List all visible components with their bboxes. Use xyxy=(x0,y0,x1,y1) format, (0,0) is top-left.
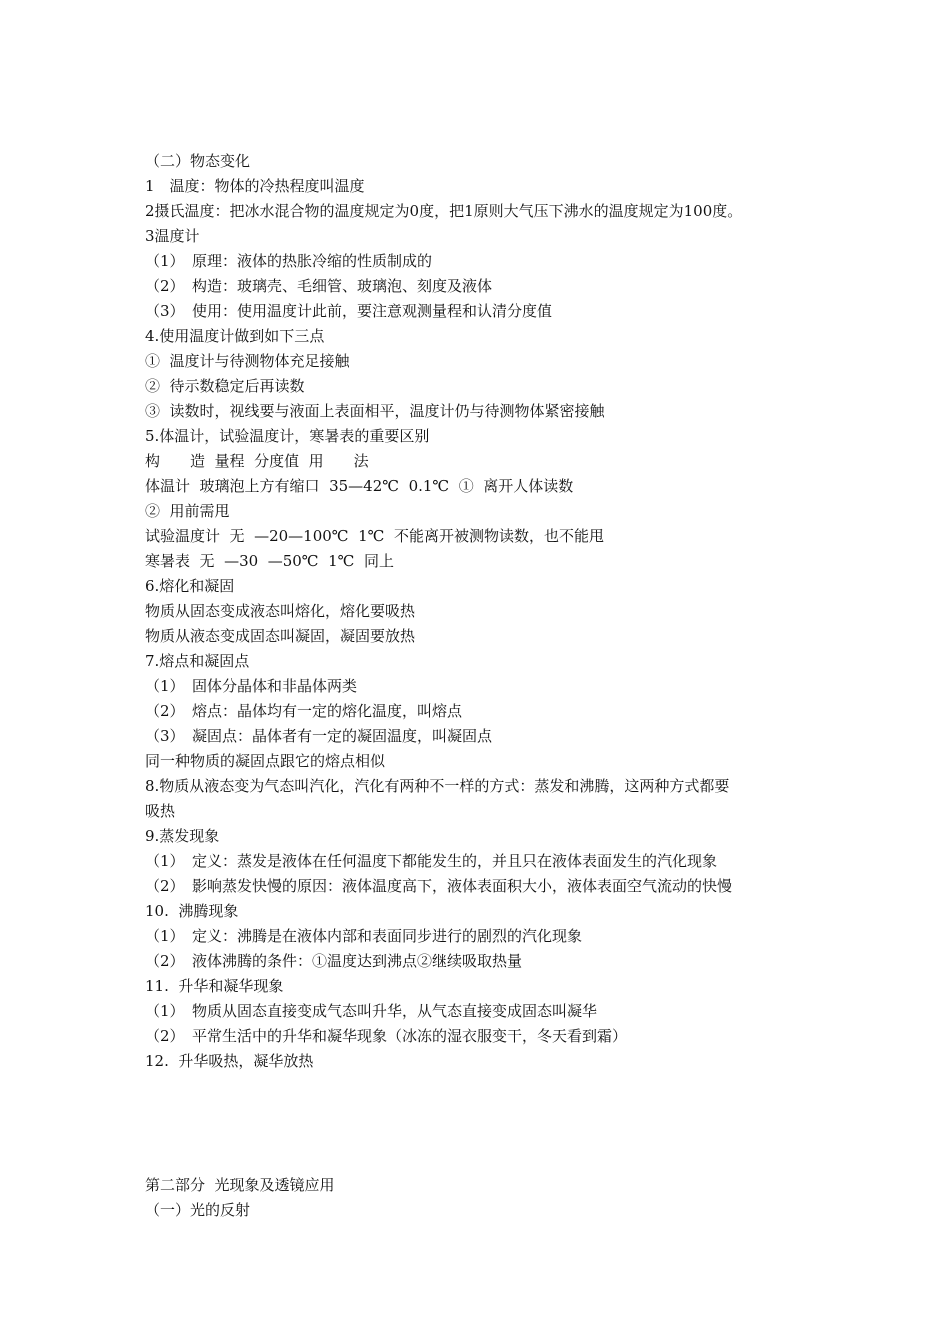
section-heading: （二）物态变化 xyxy=(145,152,251,170)
text-line: 11. 升华和凝华现象 xyxy=(145,977,284,995)
text-line: ② 待示数稳定后再读数 xyxy=(145,377,305,395)
text-line: 物质从固态变成液态叫熔化，熔化要吸热 xyxy=(145,602,416,620)
table-row-line: 寒暑表 无 —30 —50℃ 1℃ 同上 xyxy=(145,552,394,570)
text-line: （2） 熔点：晶体均有一定的熔化温度，叫熔点 xyxy=(145,702,463,720)
text-line: 2摄氏温度：把冰水混合物的温度规定为0度，把1原则大气压下沸水的温度规定为100度。 xyxy=(145,202,743,220)
text-line: （1） 物质从固态直接变成气态叫升华，从气态直接变成固态叫凝华 xyxy=(145,1002,598,1020)
text-line: （2） 影响蒸发快慢的原因：液体温度高下，液体表面积大小，液体表面空气流动的快慢 xyxy=(145,877,733,895)
text-line: （3） 使用：使用温度计此前，要注意观测量程和认清分度值 xyxy=(145,302,553,320)
text-line: 9.蒸发现象 xyxy=(145,827,220,845)
text-line: （1） 固体分晶体和非晶体两类 xyxy=(145,677,358,695)
text-line: （1） 定义：沸腾是在液体内部和表面同步进行的剧烈的汽化现象 xyxy=(145,927,583,945)
text-line: （3） 凝固点：晶体者有一定的凝固温度，叫凝固点 xyxy=(145,727,493,745)
text-line: 10. 沸腾现象 xyxy=(145,902,239,920)
text-line: （2） 液体沸腾的条件：①温度达到沸点②继续吸取热量 xyxy=(145,952,523,970)
table-row-line: 体温计 玻璃泡上方有缩口 35—42℃ 0.1℃ ① 离开人体读数 xyxy=(145,477,574,495)
table-row-line: 试验温度计 无 —20—100℃ 1℃ 不能离开被测物读数，也不能甩 xyxy=(145,527,604,545)
text-line: （2） 平常生活中的升华和凝华现象（冰冻的湿衣服变干，冬天看到霜） xyxy=(145,1027,628,1045)
text-line: （1） 原理：液体的热胀冷缩的性质制成的 xyxy=(145,252,433,270)
table-header-line: 构 造 量程 分度值 用 法 xyxy=(145,452,369,470)
text-line: ③ 读数时，视线要与液面上表面相平，温度计仍与待测物体紧密接触 xyxy=(145,402,605,420)
part-heading: 第二部分 光现象及透镜应用 xyxy=(145,1176,335,1194)
text-line: 7.熔点和凝固点 xyxy=(145,652,250,670)
text-line: 同一种物质的凝固点跟它的熔点相似 xyxy=(145,752,386,770)
text-line: 5.体温计，试验温度计，寒暑表的重要区别 xyxy=(145,427,430,445)
section-heading: （一）光的反射 xyxy=(145,1201,251,1219)
text-line: 8.物质从液态变为气态叫汽化，汽化有两种不一样的方式：蒸发和沸腾，这两种方式都要 xyxy=(145,777,730,795)
text-line: 12. 升华吸热，凝华放热 xyxy=(145,1052,314,1070)
text-line: 物质从液态变成固态叫凝固，凝固要放热 xyxy=(145,627,416,645)
text-line: 3温度计 xyxy=(145,227,200,245)
text-line: 吸热 xyxy=(145,802,176,820)
text-line: 1 温度：物体的冷热程度叫温度 xyxy=(145,177,365,195)
text-line: 4.使用温度计做到如下三点 xyxy=(145,327,325,345)
text-line: ① 温度计与待测物体充足接触 xyxy=(145,352,350,370)
text-line: 6.熔化和凝固 xyxy=(145,577,235,595)
text-line: （1） 定义：蒸发是液体在任何温度下都能发生的，并且只在液体表面发生的汽化现象 xyxy=(145,852,718,870)
text-line: （2） 构造：玻璃壳、毛细管、玻璃泡、刻度及液体 xyxy=(145,277,493,295)
table-row-line: ② 用前需甩 xyxy=(145,502,230,520)
